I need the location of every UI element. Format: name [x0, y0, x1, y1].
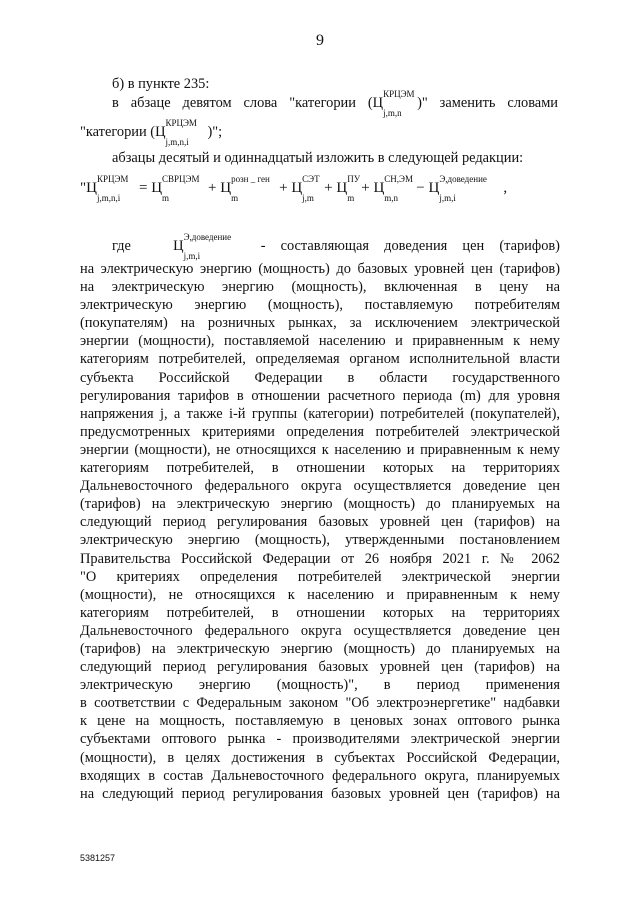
paragraphs-instruction: абзацы десятый и одиннадцатый изложить в следующей редакции:: [112, 150, 524, 166]
definition-first-line: [80, 232, 560, 261]
definition-body: [80, 260, 560, 803]
formula: "Ц КРЦЭМ j,m,n,i = Ц СВРЦЭМ m + Ц розн _ ген m + Ц СЭТ j,m + Ц ПУ m + Ц СН,ЭМ m,n − Ц Э,доведение j,m,i ,: [80, 174, 508, 203]
body-line: электрическую энергию (мощность), поставляемую потребителям: [80, 297, 560, 314]
formula-lhs: Ц КРЦЭМ j,m,n,i: [86, 174, 129, 203]
body-line: электрическую энергию (мощность)", в период применения: [80, 677, 560, 694]
body-line: к цене на мощность, поставляемую в ценовых зонах оптового рынка: [80, 713, 560, 730]
symbol-c-dovedenie: Ц Э,доведение j,m,i: [173, 232, 232, 261]
formula-term-dovedenie: Ц Э,доведение j,m,i: [428, 174, 487, 203]
formula-term-set: Ц СЭТ j,m: [291, 174, 320, 203]
body-line: категориям потребителей, в отношении которых на территориях: [80, 604, 560, 621]
body-line: (мощности), не относящихся к населению и приравненным к нему: [80, 586, 560, 603]
body-line: энергии (мощности), не относящихся к населению и приравненным к нему: [80, 441, 560, 458]
body-line: на следующий период регулирования базовых уровней цен (тарифов) на: [80, 785, 560, 802]
formula-term-pu: Ц ПУ m: [336, 174, 361, 203]
body-line: (мощности), в целях достижения в субъектах Российской Федерации,: [80, 749, 560, 766]
body-line: следующий период регулирования базовых уровней цен (тарифов) на: [80, 659, 560, 676]
formula-term-sn-em: Ц СН,ЭМ m,n: [373, 174, 413, 203]
page-number: 9: [316, 32, 324, 49]
body-line: напряжения j, а также i-й группы (категории) потребителей (покупателей),: [80, 405, 560, 422]
body-line: входящих в состав Дальневосточного федерального округа, планируемых: [80, 767, 560, 784]
formula-term-svrcem: Ц СВРЦЭМ m: [151, 174, 200, 203]
symbol-c-krcem-jmn: Ц КРЦЭМ j,m,n: [372, 89, 415, 118]
body-line: категориям потребителей, определяемая органом исполнительной власти: [80, 351, 560, 368]
body-line: субъектами оптового рынка - производителями электрической энергии: [80, 731, 560, 748]
body-line: субъекта Российской Федерации в области государственного: [80, 369, 560, 386]
body-line: (тарифов) на электрическую энергию (мощность) до планируемых на: [80, 640, 560, 657]
body-line: (тарифов) на электрическую энергию (мощность) до планируемых на: [80, 496, 560, 513]
replace-text-c: "категории (: [80, 124, 156, 140]
formula-term-rozn-gen: Ц розн _ ген m: [220, 174, 270, 203]
body-line: в соответствии с Федеральным законом "Об электроэнергетике" надбавки: [80, 695, 560, 712]
replace-text-d: )";: [207, 124, 223, 140]
body-line: Дальневосточного федерального округа осуществляется доведение цен: [80, 622, 560, 639]
body-line: следующий период регулирования базовых уровней цен (тарифов) на: [80, 514, 560, 531]
body-line: электрическую энергию (мощность), утвержденными постановлением: [80, 532, 560, 549]
body-line: регулирования тарифов в отношении расчетного периода (m) для уровня: [80, 387, 560, 404]
body-line: Правительства Российской Федерации от 26 ноября 2021 г. № 2062: [80, 550, 560, 567]
replace-line-2: [80, 118, 558, 147]
item-b-heading: б) в пункте 235:: [112, 76, 210, 92]
replace-text-b: )" заменить словами: [417, 95, 558, 111]
gde-word: где: [112, 238, 131, 254]
document-id: 5381257: [80, 853, 116, 863]
body-line: категориям потребителей, в отношении которых на территориях: [80, 460, 560, 477]
body-line: Дальневосточного федерального округа осуществляется доведение цен: [80, 478, 560, 495]
body-line: (покупателям) на розничных рынках, за исключением электрической: [80, 315, 560, 332]
body-line: на электрическую энергию (мощность), включенная в цену на: [80, 279, 560, 296]
body-line: "О критериях определения потребителей электрической энергии: [80, 568, 560, 585]
body-line: энергии (мощности), поставляемой населению и приравненным к нему: [80, 333, 560, 350]
replace-text-a: в абзаце девятом слова "категории (: [112, 95, 373, 111]
body-line: предусмотренных критериями определения потребителей электрической: [80, 423, 560, 440]
body-line: на электрическую энергию (мощность) до базовых уровней цен (тарифов): [80, 261, 560, 277]
replace-line-1: [80, 89, 558, 118]
definition-start: - составляющая доведения цен (тарифов): [260, 238, 560, 254]
symbol-c-krcem-jmni: Ц КРЦЭМ j,m,n,i: [155, 118, 197, 147]
